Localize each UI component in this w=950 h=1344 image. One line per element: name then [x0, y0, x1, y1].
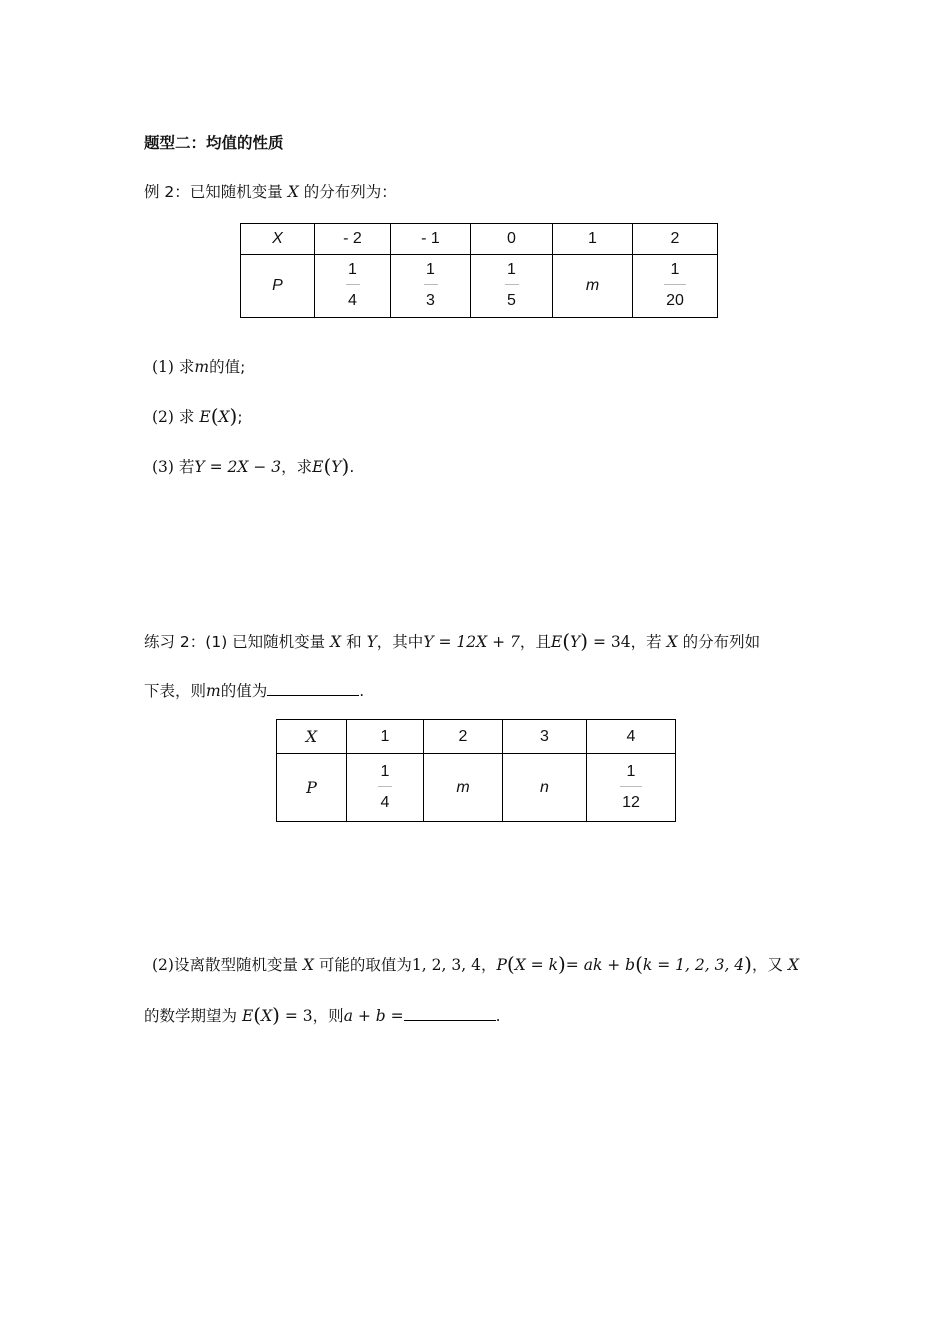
section-heading: 题型二：均值的性质 [144, 134, 284, 152]
equation: = ak + b [565, 956, 636, 974]
example-2-var: X [287, 183, 299, 201]
math-var: X [787, 956, 799, 974]
table-header-x: X [241, 224, 315, 255]
condition: k = 1, 2, 3, 4 [642, 956, 745, 974]
expectation-arg: X [218, 408, 230, 426]
table-row [277, 720, 676, 754]
fraction-denominator: 5 [507, 292, 516, 309]
example-2-intro [144, 180, 397, 202]
fraction [424, 262, 438, 309]
question-text: 求 [178, 408, 195, 426]
fraction-denominator: 20 [666, 292, 684, 309]
question-label: (1) [152, 358, 174, 376]
practice-2-part-2-line-1 [152, 951, 799, 975]
answer-blank[interactable] [267, 680, 359, 696]
expectation-symbol: E [241, 1007, 254, 1025]
question-text: 的值; [209, 358, 246, 376]
paren-close: ) [341, 454, 350, 478]
practice-text: 和 [346, 633, 362, 651]
practice-2-part-2-line-2 [144, 1002, 501, 1026]
example-2-distribution-table [240, 223, 718, 318]
question-label: (2) [152, 408, 174, 426]
paren-open: ( [635, 952, 643, 976]
question-label: (3) [152, 458, 174, 476]
fraction-numerator: 1 [380, 762, 390, 780]
practice-text: ，若 [630, 633, 662, 651]
table-cell: 2 [424, 720, 503, 754]
example-2-prefix: 例 2：已知随机变量 [144, 183, 283, 201]
practice-text: ，且 [519, 633, 551, 651]
fraction-numerator: 1 [426, 261, 435, 278]
math-var: Y [366, 633, 377, 651]
table-cell: m [424, 754, 503, 822]
question-text: . [349, 458, 355, 476]
fraction [664, 262, 686, 309]
practice-text: ， [480, 956, 497, 974]
table-cell: - 2 [315, 224, 391, 255]
table-cell: 0 [471, 224, 553, 255]
practice-2-part-1-line-1 [144, 628, 760, 652]
paren-open: ( [506, 952, 515, 976]
fraction [378, 764, 392, 811]
math-var: X [666, 633, 678, 651]
question-label: (2) [152, 956, 174, 974]
question-text: 求 [178, 358, 195, 376]
equation: a + b = [343, 1007, 404, 1025]
table-row [241, 255, 718, 318]
table-cell: 4 [587, 720, 676, 754]
table-cell: 1 [347, 720, 424, 754]
table-header-p: P [241, 255, 315, 318]
table-cell [315, 255, 391, 318]
paren-open: ( [210, 404, 219, 428]
example-2-suffix: 的分布列为： [303, 183, 397, 201]
table-cell [391, 255, 471, 318]
practice-2-distribution-table [276, 719, 676, 822]
paren-open: ( [253, 1003, 262, 1027]
fraction-numerator: 1 [670, 261, 680, 278]
table-cell: n [503, 754, 587, 822]
fraction-numerator: 1 [626, 762, 636, 780]
expectation-symbol: E [550, 633, 563, 651]
practice-text: 可能的取值为 [318, 956, 412, 974]
practice-text: . [495, 1007, 501, 1025]
fraction-numerator: 1 [348, 261, 357, 278]
fraction-denominator: 12 [622, 793, 640, 811]
table-header-x: X [277, 720, 347, 754]
paren-close: ) [229, 404, 238, 428]
question-var: m [194, 358, 210, 376]
fraction [346, 262, 360, 309]
fraction-denominator: 3 [426, 292, 435, 309]
expectation-symbol: E [312, 458, 324, 476]
math-var: X [302, 956, 314, 974]
question-text: ; [237, 408, 243, 426]
practice-text: ，则 [312, 1007, 344, 1025]
practice-text: 练习 2：(1) 已知随机变量 [144, 633, 326, 651]
paren-open: ( [323, 454, 332, 478]
example-2-question-3 [152, 453, 354, 477]
table-cell: 2 [633, 224, 718, 255]
value-list: 1, 2, 3, 4 [411, 956, 481, 974]
answer-blank[interactable] [404, 1005, 496, 1021]
fraction-denominator: 4 [348, 292, 357, 309]
table-cell [633, 255, 718, 318]
paren-close: ) [557, 952, 566, 976]
equation: = 3 [284, 1007, 313, 1025]
expectation-arg: Y [331, 458, 342, 476]
equation: = 34 [593, 633, 631, 651]
math-var: m [206, 682, 221, 700]
example-2-question-2 [152, 403, 243, 427]
fraction-denominator: 4 [380, 793, 390, 811]
table-cell [587, 754, 676, 822]
expectation-arg: X [261, 1007, 273, 1025]
fraction [505, 262, 519, 309]
table-row [277, 754, 676, 822]
equation: Y = 12X + 7 [423, 633, 520, 651]
probability-arg: X = k [514, 956, 558, 974]
fraction-numerator: 1 [507, 261, 516, 278]
practice-text: 的分布列如 [682, 633, 761, 651]
practice-2-part-1-line-2 [144, 679, 364, 701]
fraction [620, 764, 642, 811]
equation: Y = 2X − 3 [194, 458, 282, 476]
table-cell: m [553, 255, 633, 318]
question-text: ，求 [281, 458, 313, 476]
table-cell [347, 754, 424, 822]
expectation-arg: Y [570, 633, 581, 651]
probability-symbol: P [496, 956, 507, 974]
practice-text: 的数学期望为 [144, 1007, 238, 1025]
paren-close: ) [580, 629, 589, 653]
table-cell [471, 255, 553, 318]
table-row [241, 224, 718, 255]
example-2-question-1 [152, 355, 245, 377]
math-var: X [330, 633, 342, 651]
paren-close: ) [744, 952, 752, 976]
practice-text: 下表，则 [144, 682, 207, 700]
practice-text: ，又 [751, 956, 783, 974]
practice-text: . [359, 682, 365, 700]
table-cell: - 1 [391, 224, 471, 255]
practice-text: 的值为 [220, 682, 268, 700]
practice-text: ，其中 [376, 633, 424, 651]
question-text: 若 [178, 458, 195, 476]
table-cell: 3 [503, 720, 587, 754]
paren-close: ) [272, 1003, 280, 1027]
expectation-symbol: E [199, 408, 211, 426]
table-cell: 1 [553, 224, 633, 255]
paren-open: ( [562, 629, 571, 653]
table-header-p: P [277, 754, 347, 822]
practice-text: 设离散型随机变量 [173, 956, 298, 974]
